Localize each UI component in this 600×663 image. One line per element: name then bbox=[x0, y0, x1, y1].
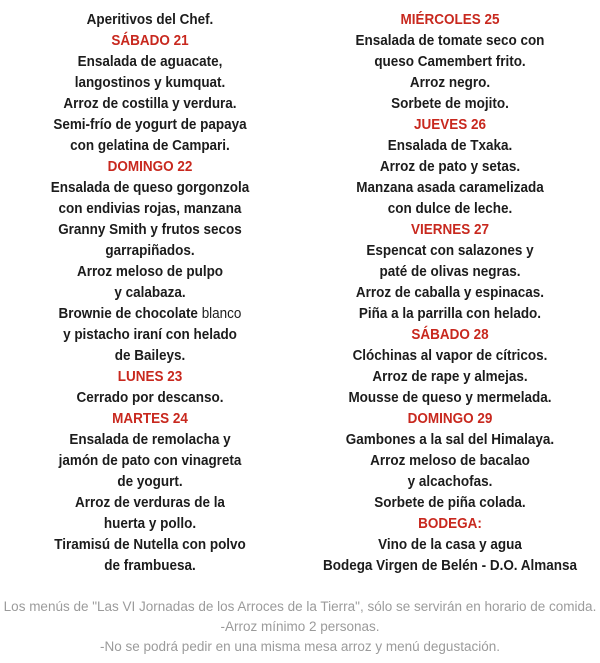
menu-line: Sorbete de mojito. bbox=[391, 96, 509, 112]
menu-line: Vino de la casa y agua bbox=[378, 537, 522, 553]
menu-line: Ensalada de queso gorgonzola bbox=[50, 180, 250, 196]
menu-line: Semi-frío de yogurt de papaya bbox=[53, 117, 247, 133]
menu-line: huerta y pollo. bbox=[103, 516, 197, 532]
menu-line: Arroz negro. bbox=[409, 75, 491, 91]
menu-line: queso Camembert frito. bbox=[374, 54, 526, 70]
menu-line: Granny Smith y frutos secos bbox=[58, 222, 242, 238]
menu-line: jamón de pato con vinagreta bbox=[58, 453, 242, 469]
menu-line: Espencat con salazones y bbox=[366, 243, 534, 259]
menu-line: de Baileys. bbox=[114, 348, 186, 364]
menu-line: Ensalada de aguacate, bbox=[77, 54, 223, 70]
menu-line-light-text: blanco bbox=[201, 306, 242, 322]
day-header: MIÉRCOLES 25 bbox=[400, 12, 500, 28]
day-header: DOMINGO 29 bbox=[407, 411, 493, 427]
menu-line: Mousse de queso y mermelada. bbox=[348, 390, 552, 406]
menu-line: Clóchinas al vapor de cítricos. bbox=[352, 348, 548, 364]
menu-line: y calabaza. bbox=[114, 285, 186, 301]
day-header: LUNES 23 bbox=[117, 369, 183, 385]
menu-line: Arroz de pato y setas. bbox=[379, 159, 521, 175]
menu-line: Ensalada de tomate seco con bbox=[355, 33, 545, 49]
menu-line: Piña a la parrilla con helado. bbox=[358, 306, 542, 322]
day-header: DOMINGO 22 bbox=[107, 159, 193, 175]
menu-line: Arroz de costilla y verdura. bbox=[63, 96, 237, 112]
footer-notes bbox=[0, 597, 600, 657]
day-header: JUEVES 26 bbox=[414, 117, 486, 133]
day-header: SÁBADO 28 bbox=[411, 327, 489, 343]
footer-note: -Arroz mínimo 2 personas. bbox=[220, 619, 380, 634]
footer-note: Los menús de "Las VI Jornadas de los Arroces de la Tierra", sólo se servirán en horario de comida. bbox=[3, 599, 597, 614]
menu-line: Arroz de caballa y espinacas. bbox=[355, 285, 545, 301]
day-header: MARTES 24 bbox=[112, 411, 188, 427]
menu-line: Brownie de chocolate blanco bbox=[58, 306, 242, 322]
day-header: VIERNES 27 bbox=[411, 222, 489, 238]
menu-line: Arroz meloso de pulpo bbox=[76, 264, 224, 280]
menu-column-right bbox=[311, 10, 590, 577]
menu-line: Gambones a la sal del Himalaya. bbox=[345, 432, 555, 448]
menu-line: Cerrado por descanso. bbox=[76, 390, 224, 406]
menu-line: de yogurt. bbox=[117, 474, 183, 490]
menu-line: Arroz meloso de bacalao bbox=[370, 453, 530, 469]
menu-line: de frambuesa. bbox=[104, 558, 196, 574]
menu-line: Aperitivos del Chef. bbox=[86, 12, 214, 28]
menu-column-left bbox=[11, 10, 290, 577]
day-header: BODEGA: bbox=[418, 516, 482, 532]
menu-line: Ensalada de Txaka. bbox=[387, 138, 513, 154]
menu-line: garrapiñados. bbox=[105, 243, 195, 259]
menu-line: con dulce de leche. bbox=[387, 201, 513, 217]
menu-line: Arroz de rape y almejas. bbox=[372, 369, 528, 385]
menu-line: paté de olivas negras. bbox=[379, 264, 521, 280]
menu-line: Arroz de verduras de la bbox=[75, 495, 225, 511]
menu-columns bbox=[0, 10, 600, 577]
day-header: SÁBADO 21 bbox=[111, 33, 189, 49]
menu-line: con endivias rojas, manzana bbox=[58, 201, 242, 217]
menu-line: con gelatina de Campari. bbox=[70, 138, 230, 154]
footer-note: -No se podrá pedir en una misma mesa arroz y menú degustación. bbox=[100, 639, 500, 654]
menu-line: Sorbete de piña colada. bbox=[374, 495, 526, 511]
menu-line: Bodega Virgen de Belén - D.O. Almansa bbox=[322, 558, 578, 574]
menu-line: Manzana asada caramelizada bbox=[356, 180, 544, 196]
menu-line: Ensalada de remolacha y bbox=[69, 432, 231, 448]
menu-line: y alcachofas. bbox=[407, 474, 493, 490]
menu-line: langostinos y kumquat. bbox=[74, 75, 226, 91]
menu-line: y pistacho iraní con helado bbox=[63, 327, 237, 343]
menu-line: Tiramisú de Nutella con polvo bbox=[54, 537, 246, 553]
